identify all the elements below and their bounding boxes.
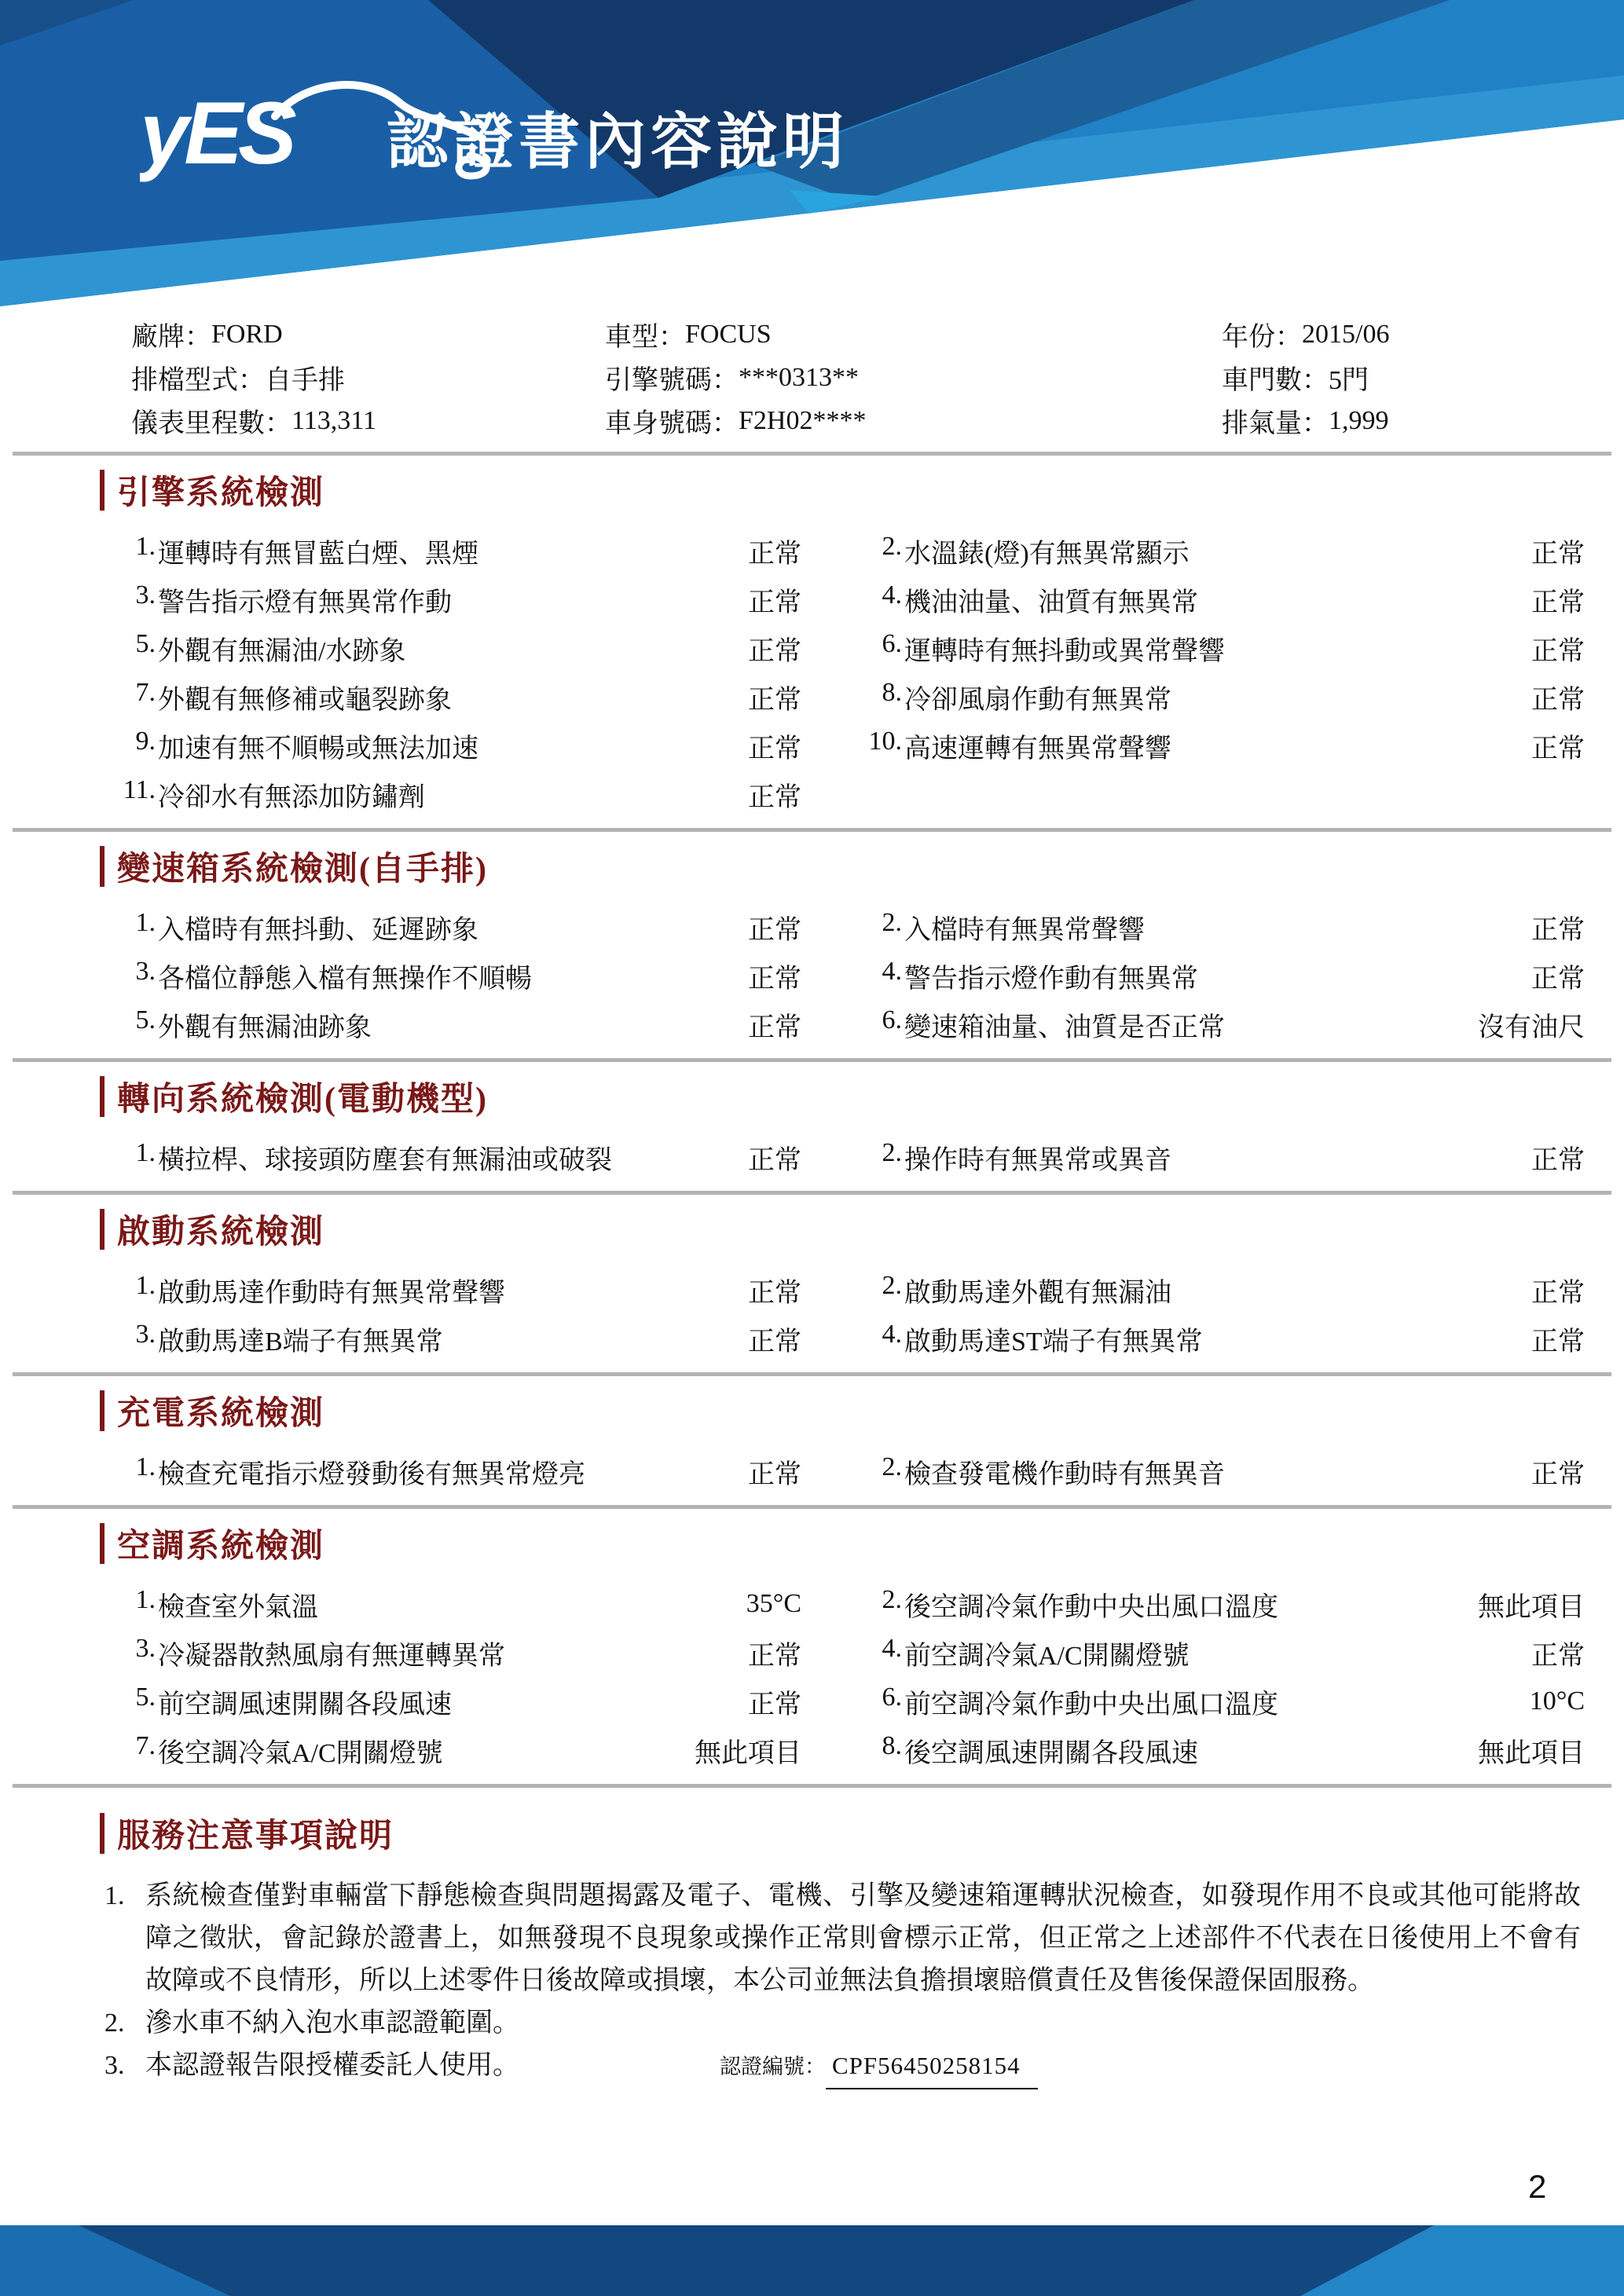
item-question: 2. 入檔時有無異常聲響: [882, 907, 1145, 945]
item-answer: 正常: [748, 1459, 801, 1489]
section-divider: [13, 1058, 1611, 1062]
section-header-transmission: [100, 844, 1624, 888]
section-title: 引擎系統檢測: [117, 475, 325, 511]
item-answer: 正常: [1531, 636, 1585, 666]
item-answer: 正常: [748, 915, 801, 945]
item-question: 1. 橫拉桿、球接頭防塵套有無漏油或破裂: [135, 1137, 612, 1175]
item-answer: 無此項目: [1478, 1738, 1585, 1768]
section-title-bar: [100, 846, 104, 887]
item-answer: 正常: [1531, 1459, 1585, 1489]
item-row: [110, 903, 801, 951]
info-label: 車門數：: [1222, 366, 1329, 395]
section-title: 充電系統檢測: [117, 1396, 325, 1432]
item-row: [110, 1580, 801, 1628]
item-question: 6. 前空調冷氣作動中央出風口溫度: [882, 1682, 1278, 1719]
info-engine-number: [605, 356, 1222, 399]
item-question: 2. 操作時有無異常或異音: [882, 1137, 1171, 1175]
section-divider: [13, 452, 1611, 456]
note-text: 滲水車不納入泡水車認證範圍。: [145, 2009, 519, 2038]
item-question: 2. 啟動馬達外觀有無漏油: [882, 1270, 1171, 1308]
info-door-count: [1222, 356, 1593, 399]
aircon-items: [0, 1565, 1624, 1774]
item-row: [856, 1628, 1585, 1677]
info-value: FORD: [211, 319, 283, 349]
item-answer: 沒有油尺: [1478, 1013, 1585, 1042]
item-answer: 正常: [748, 1013, 801, 1042]
item-answer: 正常: [748, 685, 801, 715]
item-answer: 正常: [1531, 1327, 1585, 1357]
info-year: [1222, 313, 1593, 356]
certificate-content: [0, 313, 1624, 2089]
item-answer: 正常: [1531, 915, 1585, 945]
item-row: [856, 1314, 1585, 1363]
info-brand: [131, 313, 605, 356]
item-row: [856, 1677, 1585, 1726]
item-answer: 正常: [1531, 1278, 1585, 1308]
item-question: 7. 後空調冷氣A/C開關燈號: [135, 1730, 443, 1768]
item-answer: 10°C: [1529, 1686, 1585, 1716]
item-row: [856, 624, 1585, 672]
info-value: 1,999: [1329, 405, 1389, 435]
item-question: 6. 運轉時有無抖動或異常聲響: [882, 628, 1225, 666]
item-question: 3. 冷凝器散熱風扇有無運轉異常: [135, 1633, 505, 1671]
note-text: 系統檢查僅對車輛當下靜態檢查與問題揭露及電子、電機、引擎及變速箱運轉狀況檢查，如發現作用不良或其他可能將故障之徵狀，會記錄於證書上，如無發現不良現象或操作正常則會標示正常，但正常之上述部件不代表在日後使用上不會有故障或不良情形，所以上述零件日後故障或損壞，本公司並無法負擔損壞賠償責任及售後保證保固服務。: [145, 1881, 1581, 1995]
section-title-bar: [100, 1390, 104, 1431]
section-title: 啟動系統檢測: [117, 1214, 325, 1251]
item-row: [856, 575, 1585, 624]
section-title-bar: [100, 1076, 104, 1117]
item-row: [856, 1265, 1585, 1314]
section-title: 空調系統檢測: [117, 1529, 325, 1565]
info-label: 車身號碼：: [605, 409, 739, 438]
item-row: [856, 526, 1585, 575]
page-title: 認證書內容說明: [387, 107, 849, 176]
item-question: 3. 啟動馬達B端子有無異常: [135, 1319, 443, 1357]
item-question: 5. 外觀有無漏油/水跡象: [135, 628, 406, 666]
item-row: [110, 951, 801, 1000]
page-number: 2: [1528, 2168, 1547, 2205]
item-row: [110, 1447, 801, 1496]
item-row: [856, 721, 1585, 770]
info-vin: [605, 399, 1222, 442]
item-row: [110, 1314, 801, 1363]
section-title-bar: [100, 1209, 104, 1250]
service-notes: [0, 1855, 1624, 2089]
info-label: 儀表里程數：: [131, 409, 291, 438]
info-value: 5門: [1329, 366, 1369, 395]
item-question: 1. 啟動馬達作動時有無異常聲響: [135, 1270, 505, 1308]
info-odometer: [131, 399, 605, 442]
info-label: 車型：: [605, 323, 685, 352]
section-divider: [13, 1505, 1611, 1509]
item-row: [856, 1726, 1585, 1774]
item-answer: 35°C: [746, 1589, 801, 1618]
item-row: [856, 903, 1585, 951]
item-question: 2. 檢查發電機作動時有無異音: [882, 1452, 1225, 1489]
item-row: [110, 1677, 801, 1726]
section-header-engine: [100, 468, 1624, 512]
item-answer: 無此項目: [1478, 1592, 1585, 1622]
info-value: 2015/06: [1302, 319, 1390, 349]
info-label: 排檔型式：: [131, 366, 265, 395]
item-question: 8. 後空調風速開關各段風速: [882, 1730, 1198, 1768]
section-title-bar: [100, 1523, 104, 1564]
section-title: 服務注意事項說明: [117, 1818, 394, 1855]
info-label: 年份：: [1222, 323, 1302, 352]
item-question: 9. 加速有無不順暢或無法加速: [135, 726, 478, 764]
engine-items: [0, 512, 1624, 818]
item-question: 2. 後空調冷氣作動中央出風口溫度: [882, 1584, 1278, 1622]
item-answer: 正常: [1531, 964, 1585, 994]
item-question: 1. 運轉時有無冒藍白煙、黑煙: [135, 531, 478, 569]
info-label: 引擎號碼：: [605, 366, 739, 395]
item-row: [110, 1265, 801, 1314]
item-question: 5. 外觀有無漏油跡象: [135, 1005, 372, 1042]
item-answer: 正常: [1531, 1641, 1585, 1671]
info-label: 排氣量：: [1222, 409, 1329, 438]
info-value: ***0313**: [739, 362, 859, 392]
item-answer: 正常: [748, 539, 801, 569]
note-text: 本認證報告限授權委託人使用。: [145, 2051, 519, 2080]
transmission-items: [0, 888, 1624, 1049]
item-row: [856, 951, 1585, 1000]
logo-text: yES: [140, 84, 292, 182]
item-question: 4. 機油油量、油質有無異常: [882, 580, 1198, 617]
section-title: 變速箱系統檢測(自手排): [117, 851, 488, 888]
steering-items: [0, 1119, 1624, 1181]
note-item: 1. 系統檢查僅對車輛當下靜態檢查與問題揭露及電子、電機、引擎及變速箱運轉狀況檢查，如發現作用不良或其他可能將故障之徵狀，會記錄於證書上，如無發現不良現象或操作正常則會標示正常，但正常之上述部件不代表在日後使用上不會有故障或不良情形，所以上述零件日後故障或損壞，本公司並無法負擔損壞賠償責任及售後保證保固服務。: [104, 1875, 1581, 2002]
item-row: [110, 672, 801, 721]
item-answer: 正常: [748, 1327, 801, 1357]
section-title: 轉向系統檢測(電動機型): [117, 1082, 488, 1118]
section-header-service-notes: [100, 1811, 1624, 1855]
section-header-starter: [100, 1207, 1624, 1251]
item-row: [110, 770, 801, 818]
item-row: [110, 721, 801, 770]
item-row: [110, 526, 801, 575]
item-row: [110, 1133, 801, 1181]
section-divider: [13, 1372, 1611, 1376]
info-displacement: [1222, 399, 1593, 442]
section-title-bar: [100, 1813, 104, 1854]
item-answer: 正常: [748, 782, 801, 812]
item-question: 1. 檢查室外氣溫: [135, 1584, 318, 1622]
item-answer: 正常: [748, 1690, 801, 1719]
item-question: 11. 冷卻水有無添加防鏽劑: [123, 774, 425, 812]
item-answer: 正常: [748, 636, 801, 666]
note-item: 3. 本認證報告限授權委託人使用。 認證編號： CPF56450258154: [104, 2045, 1581, 2089]
item-answer: 正常: [748, 1145, 801, 1175]
info-value: FOCUS: [685, 319, 772, 349]
item-row: [856, 1000, 1585, 1049]
item-answer: 正常: [1531, 685, 1585, 715]
item-row: [110, 575, 801, 624]
info-value: F2H02****: [739, 405, 867, 435]
item-answer: 正常: [1531, 734, 1585, 764]
certificate-number-value: CPF56450258154: [826, 2045, 1038, 2089]
item-answer: 正常: [1531, 588, 1585, 617]
item-answer: 正常: [748, 588, 801, 617]
item-answer: 正常: [748, 1278, 801, 1308]
section-divider: [13, 828, 1611, 832]
item-question: 8. 冷卻風扇作動有無異常: [882, 677, 1171, 715]
item-row: [110, 1000, 801, 1049]
item-row: [110, 624, 801, 672]
item-question: 5. 前空調風速開關各段風速: [135, 1682, 452, 1719]
item-question: 10. 高速運轉有無異常聲響: [868, 726, 1171, 764]
item-question: 6. 變速箱油量、油質是否正常: [882, 1005, 1225, 1042]
section-title-bar: [100, 470, 104, 511]
item-answer: 正常: [748, 734, 801, 764]
item-row: [856, 1580, 1585, 1628]
item-row: [110, 1628, 801, 1677]
section-header-steering: [100, 1075, 1624, 1119]
info-value: 自手排: [265, 366, 345, 395]
item-row: [856, 672, 1585, 721]
item-row: [856, 1447, 1585, 1496]
vehicle-info-grid: [0, 313, 1624, 442]
item-question: 1. 入檔時有無抖動、延遲跡象: [135, 907, 478, 945]
section-divider: [13, 1784, 1611, 1788]
item-answer: 正常: [1531, 539, 1585, 569]
item-answer: 正常: [748, 1641, 801, 1671]
item-answer: 正常: [1531, 1145, 1585, 1175]
info-transmission-type: [131, 356, 605, 399]
item-answer: 無此項目: [695, 1738, 801, 1768]
section-header-charging: [100, 1389, 1624, 1433]
info-label: 廠牌：: [131, 323, 211, 352]
item-question: 3. 各檔位靜態入檔有無操作不順暢: [135, 956, 532, 994]
item-question: 7. 外觀有無修補或龜裂跡象: [135, 677, 452, 715]
item-question: 4. 啟動馬達ST端子有無異常: [882, 1319, 1203, 1357]
item-question: 2. 水溫錶(燈)有無異常顯示: [882, 531, 1190, 569]
item-question: 4. 警告指示燈作動有無異常: [882, 956, 1198, 994]
section-divider: [13, 1191, 1611, 1195]
item-question: 4. 前空調冷氣A/C開關燈號: [882, 1633, 1190, 1671]
item-answer: 正常: [748, 964, 801, 994]
section-header-aircon: [100, 1522, 1624, 1565]
info-value: 113,311: [291, 405, 376, 435]
item-question: 3. 警告指示燈有無異常作動: [135, 580, 452, 617]
charging-items: [0, 1433, 1624, 1496]
item-row: [856, 1133, 1585, 1181]
starter-items: [0, 1251, 1624, 1363]
note-item: 2. 滲水車不納入泡水車認證範圍。: [104, 2002, 1581, 2045]
item-row: [110, 1726, 801, 1774]
info-model: [605, 313, 1222, 356]
footer-graphic: [0, 2225, 1624, 2296]
certificate-number-field: [720, 2045, 1038, 2089]
item-question: 1. 檢查充電指示燈發動後有無異常燈亮: [135, 1452, 585, 1489]
certificate-number-label: 認證編號：: [720, 2055, 826, 2078]
